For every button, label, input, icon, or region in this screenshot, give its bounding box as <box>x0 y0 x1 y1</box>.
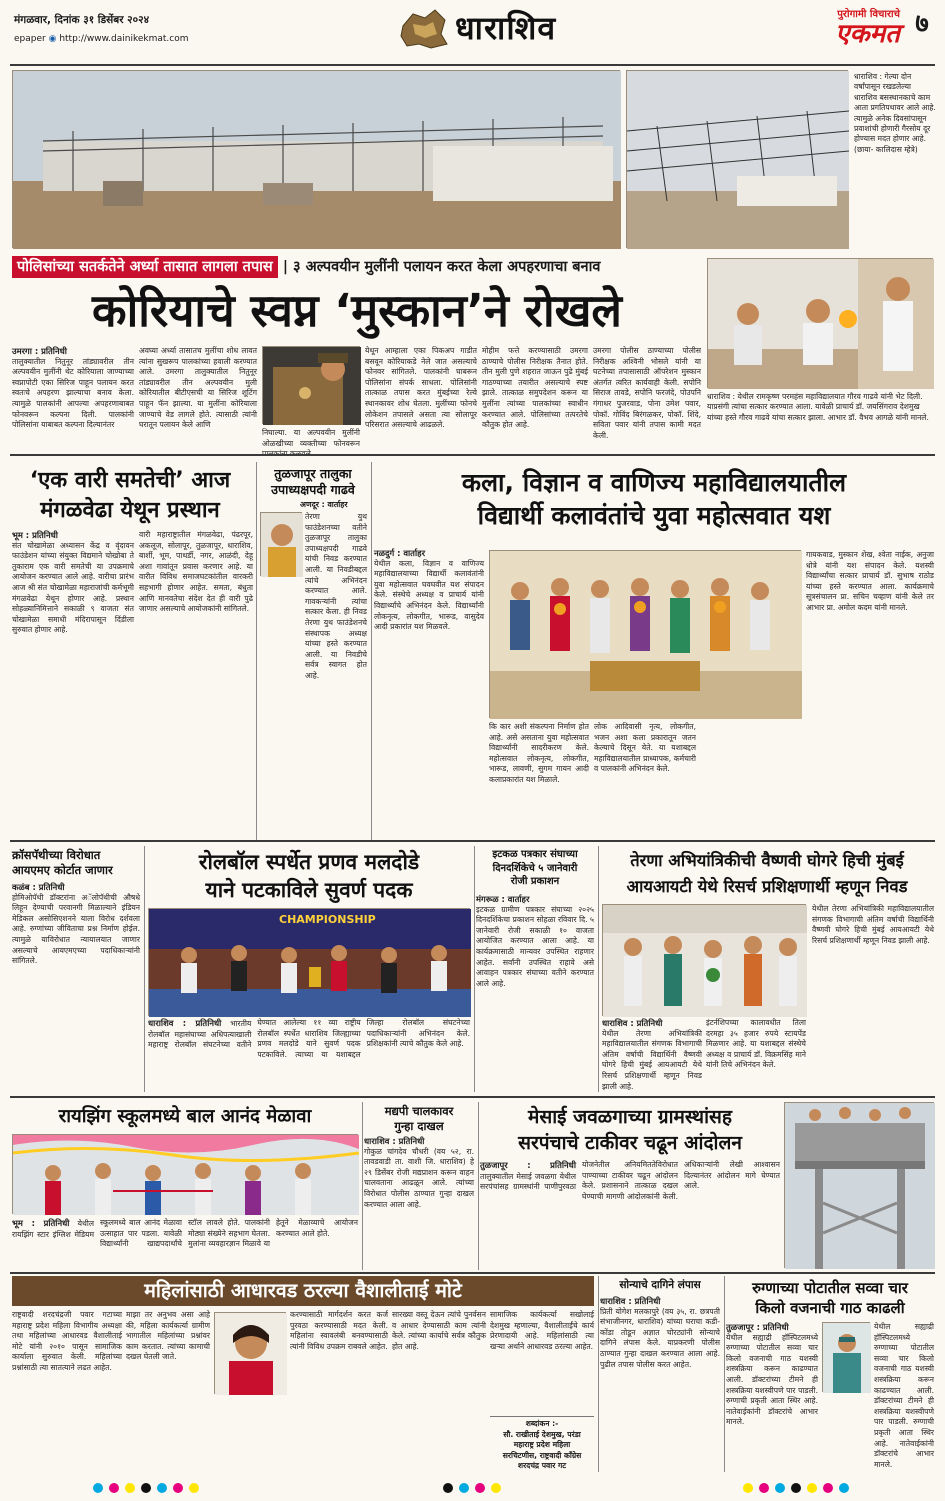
gunha-headline-1: मद्यपी चालकावर <box>384 1104 454 1118</box>
chori-byline: धाराशिव : प्रतिनिधी <box>600 1296 661 1306</box>
gath-col-1 <box>726 1322 818 1470</box>
mela-text-body: येथील रायझिंग स्टार इंग्लिश मेडियम स्कूलमध्ये बाल आनंद मेळावा उत्साहात पार पडला. यावेळी विद्यार्थ्यांनी खाद्यपदार्थांचे स्टॉल लावले होते. पालकांनी मोठ्या संख्येने सहभाग घेतला. मुलांना व्यवहारज्ञान मिळावे या हेतूने मेळाव्याचे आयोजन करण्यात आले होते. <box>12 1218 358 1249</box>
mote-headline-banner <box>12 1276 594 1306</box>
gunha-text <box>364 1136 474 1268</box>
mela-headline: रायझिंग स्कूलमध्ये बाल आनंद मेळावा <box>58 1106 312 1127</box>
vaishnavi-photo <box>602 904 806 1016</box>
mote-wish-label: शब्दांकन :- <box>525 1419 559 1428</box>
rollball-photo <box>148 908 470 1016</box>
gadhave-portrait <box>260 512 302 576</box>
andolan-byline: तुळजापूर : प्रतिनिधी <box>480 1160 576 1170</box>
aayush-text <box>12 882 140 1092</box>
vaishnavi-col-2: इंटर्नशिपच्या कालावधीत तिला दरमहा ३५ हजार रुपये स्टायपेंड मिळणार आहे. या यशाबद्दल संस्थेचे अध्यक्ष व प्राचार्य डॉ. विक्रमसिंह माने यांनी तिचे अभिनंदन केले. <box>706 1018 806 1070</box>
kicker-divider: | <box>282 259 288 275</box>
lead-col-2: अवघ्या अर्ध्या तासातच मुलींचा शोध लावत त्यांना सुखरूप पालकांच्या हवाली करण्यात आले. उमरगा तालुक्यातील नितुनूर तांड्यावरील तीन अल्पवयीन मुली कोरियातील बीटीएसची या सिरिज शूटिंग पाहून फॅन झाल्या. या मुलींना कोरियाला जाण्याचे वेड लागले होते. त्यासाठी त्यांनी घरातून पलायन केले आणि <box>139 346 257 430</box>
lead-byline: उमरगा : प्रतिनिधी <box>12 346 67 356</box>
kala-col-2: कि कार अशी संकल्पना निर्माण होत आहे. असे असताना युवा महोत्सवात विद्यार्थ्यांनी सादरीकरण केले. महोत्सवात लोकनृत्य, लोकगीत, भारूड, लावणी, सुगम गायन आदी कलाप्रकारांत यश मिळाले. <box>489 722 589 784</box>
water-tank-photo <box>784 1102 934 1268</box>
bus-stand-roof-photo <box>626 70 848 248</box>
wari-headline <box>12 466 248 526</box>
aayush-headline-1: क्रॉसपॅथीच्या विरोधात <box>12 848 101 862</box>
divider-v4 <box>474 846 475 1092</box>
epaper-url[interactable]: http://www.dainikekmat.com <box>59 34 189 44</box>
gunha-headline <box>364 1104 474 1134</box>
divider-v5 <box>598 846 599 1092</box>
wari-headline-1: ‘एक वारी समतेची’ आज <box>29 468 231 493</box>
mote-col-1: राष्ट्रवादी शरदचंद्रजी पवार गटाच्या महाराष्ट्र प्रदेश महिला विभागीय अध्यक्षा तथा महिलांच्या आधारवड वैशालीताई मोटे यांनी २०१० पासून सामाजिक कार्याला सुरुवात केली. महिलांच्या प्रश्नांसाठी त्या सातत्याने लढत आहेत. <box>12 1310 122 1372</box>
mote-wish-1: सौ. राखीताई देशमुख, परंडा <box>503 1429 581 1439</box>
kala-group-photo <box>489 550 801 718</box>
header-rule <box>10 64 935 66</box>
kala-col-4b: गायकवाड, मुस्कान शेख, श्वेता नाईक, अनुजा धोत्रे यांनी यश संपादन केले. यशस्वी विद्यार्थ्यांचा सत्कार प्राचार्य डॉ. सुभाष राठोड यांच्या हस्ते करण्यात आला. कार्यक्रमाचे सूत्रसंचालन प्रा. सचिन चव्हाण यांनी केले तर आभार प्रा. अमोल कदम यांनी मानले. <box>806 550 934 612</box>
lead-col-3: येथून आम्हाला एका पिकअप गाडीत बसवून कोरियाकडे नेले जात असल्याचे फोनवर सांगितले. पालकांनी घाबरून पोलिसांना संपर्क साधला. पोलिसांनी तात्काळ तपास करत मुंबईच्या रेल्वे स्थानकावर शोध घेतला. मुलींच्या फोनचे लोकेशन तपासले असता त्या सोलापूर परिसरात असल्याचे आढळले. <box>365 346 477 430</box>
gadhave-headline-2: उपाध्यक्षपदी गाढवे <box>271 482 355 497</box>
gadhave-byline: अणदूर : वार्ताहर <box>300 500 348 509</box>
brand-logo <box>760 6 900 56</box>
patrakar-byline: मंगरूळ : वार्ताहर <box>476 894 530 904</box>
rollball-headline-2: याने पटकाविले सुवर्ण पदक <box>205 878 413 902</box>
mela-text <box>12 1218 358 1268</box>
wari-col-1-text: संत चोखामेळा अध्यासन केंद्र व वृंदावन फाउंडेशन यांच्या संयुक्त विद्यमाने चोखोबा ते तुकाराम एक वारी समतेची या उपक्रमाचे आयोजन करण्यात आले आहे. वारीचा प्रारंभ आज श्री संत चोखामेळा महाराजांची कर्मभूमी मंगळवेढा येथून होणार आहे. प्रस्थान सोहळ्यानिमित्ताने सकाळी ९ वाजता संत चोखामेळा समाधी मंदिरापासून दिंडीला सुरुवात होणार आहे. <box>12 540 134 635</box>
lead-col-5: उमरगा पोलीस ठाण्याच्या पोलीस निरीक्षक अश्विनी भोसले यांनी या घटनेच्या तपासासाठी ऑपरेशन मुस्कान अंतर्गत त्वरित कार्यवाही केली. सपोनि सिराज तावडे, सपोनि फरजंदे, पोउपनि गंगाधर पुजरवाड, पोना उमेश पवार, पोकॉ. गोविंद बिरंगळकर, पोकॉ. शिंदे, सविता पवार यांनी तपास कामी मदत केली. <box>593 346 701 440</box>
gath-col-2: येथील सह्याद्री हॉस्पिटलमध्ये रुग्णाच्या पोटातील सव्वा चार किलो वजनाची गाठ यशस्वी शस्त्रक्रिया करून काढण्यात आली. डॉक्टरांच्या टीमने ही शस्त्रक्रिया यशस्वीपणे पार पाडली. रुग्णाची प्रकृती आता स्थिर आहे. नातेवाईकांनी डॉक्टरांचे आभार मानले. <box>874 1322 934 1469</box>
mote-col-3: करण्यासाठी मार्गदर्शन करत कर्ज पुरवठा करण्यासाठी मदत केली. महिलांना स्वावलंबी बनवण्यासाठी त्यांनी विविध उपक्रम राबवले आहेत. <box>290 1310 388 1351</box>
rollball-banner-text: CHAMPIONSHIP <box>279 913 376 926</box>
felicitation-caption: धाराशिव : येथील रामकृष्ण परमहंस महाविद्यालयात गौरव गाढवे यांनी भेट दिली. याप्रसंगी त्यांचा सत्कार करण्यात आला. यावेळी प्राचार्य डॉ. जयसिंगराव देशमुख यांच्या हस्ते गौरव गाढवे यांचा सत्कार झाला. आभार डॉ. वैभव आगळे यांनी मानले. <box>707 392 929 422</box>
gath-headline-2: किलो वजनाची गाठ काढली <box>755 1299 905 1317</box>
aayush-headline <box>12 848 140 878</box>
patrakar-text <box>476 894 594 1092</box>
print-registration-right <box>740 1478 852 1497</box>
lead-headline: कोरियाचे स्वप्न ‘मुस्कान’ने रोखले <box>92 284 622 337</box>
surgery-photo <box>822 1322 870 1392</box>
mela-photo <box>12 1134 358 1214</box>
print-registration-left <box>90 1478 202 1497</box>
epaper-label: epaper <box>14 34 46 44</box>
epaper-line <box>14 34 188 44</box>
mote-wish-2: महाराष्ट्र प्रदेश महिला <box>513 1440 571 1450</box>
lead-kicker <box>12 256 702 280</box>
gunha-text-body: गोकुळ चांगदेव चौधरी (वय ५२, रा. तावडवाडी ता. वाशी जि. धाराशिव) हे २९ डिसेंबर रोजी मद्यप्राशन करून वाहन चालवताना आढळून आले. त्यांच्या विरोधात पोलीस ठाण्यात गुन्हा दाखल करण्यात आला आहे. <box>364 1146 474 1209</box>
chori-headline: सोन्याचे दागिने लंपास <box>619 1279 701 1291</box>
mote-wish-4: शरदचंद्र पवार गट <box>517 1461 567 1471</box>
kala-col-1-text: येथील कला, विज्ञान व वाणिज्य महाविद्यालयाच्या विद्यार्थी कलावंतांनी युवा महोत्सवात घवघवीत यश संपादन केले. संस्थेचे अध्यक्ष व प्राचार्य यांनी विद्यार्थ्यांचे अभिनंदन केले. विद्यार्थ्यांनी लोकनृत्य, लोकगीत, भारूड, वासुदेव आदी प्रकारांत यश मिळवले. <box>374 558 484 632</box>
gadhave-headline <box>258 466 368 498</box>
patrakar-text-body: इटकळ ग्रामीण पत्रकार संघाच्या २०२५ दिनदर्शिकेचा प्रकाशन सोहळा रविवार दि. ५ जानेवारी रोजी सकाळी १० वाजता आयोजित करण्यात आला आहे. या कार्यक्रमासाठी मान्यवर उपस्थित राहणार आहेत. सर्वांनी उपस्थित राहावे असे आवाहन पत्रकार संघाच्या वतीने करण्यात आले आहे. <box>476 904 594 988</box>
wari-byline: भूम : प्रतिनिधी <box>12 530 58 540</box>
divider-v2 <box>371 462 372 842</box>
mote-wish-3: सरचिटणीस, राष्ट्रवादी काँग्रेस <box>502 1450 582 1460</box>
police-photo <box>262 346 360 424</box>
mote-portrait <box>214 1312 286 1394</box>
andolan-headline <box>480 1104 780 1156</box>
lead-col-4: मोहीम फत्ते करण्यासाठी उमरगा ठाण्याचे पोलीस निरीक्षक तैनात होते. तीन मुली पुणे शहरात जाऊन पुढे मुंबई गाठण्याच्या तयारीत असल्याचे स्पष्ट झाले. तात्काळ समुपदेशन करून या मुलींना त्यांच्या पालकांच्या स्वाधीन करण्यात आले. पोलिसांच्या तत्परतेचे कौतुक होत आहे. <box>482 346 588 430</box>
globe-icon: ◉ <box>48 34 57 44</box>
district-map-icon <box>395 4 455 54</box>
gadhave-text: तेरणा युथ फाउंडेशनच्या वतीने तुळजापूर तालुका उपाध्यक्षपदी गाढवे यांची निवड करण्यात आली. या निवडीबद्दल त्यांचे अभिनंदन करण्यात आले. गावकऱ्यांनी त्यांचा सत्कार केला. ही निवड तेरणा युथ फाउंडेशनचे संस्थापक अध्यक्ष यांच्या हस्ते करण्यात आली. या निवडीचे सर्वत्र स्वागत होत आहे. <box>305 512 367 680</box>
mote-col-5: सामाजिक कार्यकर्त्या सखोलाई देशमुख म्हणाल्या, वैशालीताईंचे कार्य प्रेरणादायी आहे. महिलांसाठी त्या खऱ्या अर्थाने आधारवड ठरल्या आहेत. <box>490 1310 594 1351</box>
mote-col-2: माझा तर अनुभव असा आहे की, महिला कार्यकर्त्या ग्रामीण भागातील महिलांच्या प्रश्नांवर काम करतात. त्यांच्या कामाची दखल घेतली जाते. <box>126 1310 210 1362</box>
print-registration-center <box>440 1478 504 1497</box>
gath-byline: तुळजापूर : प्रतिनिधी <box>726 1322 789 1332</box>
divider-v1 <box>256 462 257 842</box>
kala-headline <box>374 466 934 532</box>
aayush-headline-2: आयएमए कोर्टात जाणार <box>12 863 113 877</box>
wari-headline-2: मंगळवेढा येथून प्रस्थान <box>40 498 220 523</box>
vaishnavi-byline: धाराशिव : प्रतिनिधी <box>602 1018 663 1028</box>
patrakar-headline-2: दिनदर्शिकेचे ५ जानेवारी <box>492 862 578 874</box>
divider-v8 <box>598 1276 599 1472</box>
lead-photo-caption: निघाल्या. या अल्पवयीन मुलींनी ओळखीच्या व्यक्तीच्या फोनवरून <box>262 428 360 448</box>
andolan-text <box>480 1160 780 1268</box>
rollball-headline <box>146 848 472 904</box>
chori-text <box>600 1296 720 1470</box>
mote-col-4: सारख्या वस्तू देऊन त्यांचे पुनर्वसन व आधार देण्यासाठी काम त्यांनी केले. त्यांच्या कार्याचे सर्वत्र कौतुक होत आहे. <box>392 1310 486 1351</box>
lead-col-1 <box>12 346 134 450</box>
mid-rule-3 <box>10 1272 935 1274</box>
issue-date: मंगळवार, दिनांक ३१ डिसेंबर २०२४ <box>14 14 150 26</box>
page-number: ७ <box>915 9 929 39</box>
kicker-black: ३ अल्पवयीन मुलींनी पलायन करत केला अपहरणाचा बनाव <box>293 259 601 275</box>
vaishnavi-headline-1: तेरणा अभियांत्रिकीची वैष्णवी घोगरे हिची मुंबई <box>630 851 904 870</box>
felicitation-photo <box>707 258 933 388</box>
rollball-text-body: भारतीय रोलबॉल महासंघाच्या अधिपत्याखाली महाराष्ट्र रोलबॉल संघटनेच्या वतीने घेण्यात आलेल्या ११ व्या राष्ट्रीय रोलबॉल स्पर्धेत धाराशिव जिल्ह्याच्या प्रणव मलदोडे याने सुवर्ण पदक पटकाविले. त्याच्या या यशाबद्दल जिल्हा रोलबॉल संघटनेच्या पदाधिकाऱ्यांनी अभिनंदन केले. प्रशिक्षकांनी त्याचे कौतुक केले आहे. <box>148 1018 470 1059</box>
mela-byline: भूम : प्रतिनिधी <box>12 1218 70 1228</box>
gunha-byline: धाराशिव : प्रतिनिधी <box>364 1136 425 1146</box>
patrakar-headline-3: रोजी प्रकाशन <box>510 876 560 887</box>
patrakar-headline-1: इटकळ पत्रकार संघाच्या <box>492 849 578 860</box>
gath-headline-1: रुग्णाच्या पोटातील सव्वा चार <box>752 1279 908 1297</box>
vaishnavi-text: येथील तेरणा अभियांत्रिकी महाविद्यालयातील संगणक विभागाची अंतिम वर्षाची विद्यार्थिनी वैष्णवी घोगरे हिची मुंबई आयआयटी येथे रिसर्च प्रशिक्षणार्थी म्हणून निवड झाली आहे. <box>602 1028 702 1091</box>
kicker-red: पोलिसांच्या सतर्कतेने अर्ध्या तासात लागला तपास <box>12 256 278 278</box>
divider-v7 <box>478 1102 479 1270</box>
wari-col-2: वारी महाराष्ट्रातील मंगळवेढा, पंढरपूर, अकलूज, सोलापूर, तुळजापूर, धाराशिव, बार्शी, भूम, पाथर्डी, नगर, आळंदी, देहू अशा गावांतून प्रवास करणार आहे. या वारीत विविध समाजघटकांतील वारकरी सहभागी होणार आहेत. समता, बंधुता आणि मानवतेचा संदेश देत ही वारी पुढे जाणार असल्याचे आयोजकांनी सांगितले. <box>139 530 253 614</box>
mote-headline: महिलांसाठी आधारवड ठरल्या वैशालीताई मोटे <box>144 1279 462 1302</box>
rollball-headline-1: रोलबॉल स्पर्धेत प्रणव मलदोडे <box>198 850 420 874</box>
kala-col-1 <box>374 548 484 835</box>
section-title: धाराशिव <box>455 9 557 47</box>
divider-v6 <box>362 1102 363 1270</box>
rollball-text <box>148 1018 470 1092</box>
vaishnavi-headline <box>600 848 934 900</box>
vaishnavi-col-3: येथील तेरणा अभियांत्रिकी महाविद्यालयातील संगणक विभागाची अंतिम वर्षाची विद्यार्थिनी वैष्णवी घोगरे हिची मुंबई आयआयटी येथे रिसर्च प्रशिक्षणार्थी म्हणून निवड झाली आहे. <box>812 904 934 945</box>
masthead <box>0 0 945 66</box>
gadhave-headline-1: तुळजापूर तालुका <box>274 466 352 481</box>
gath-text: येथील सह्याद्री हॉस्पिटलमध्ये रुग्णाच्या पोटातील सव्वा चार किलो वजनाची गाठ यशस्वी शस्त्रक्रिया करून काढण्यात आली. डॉक्टरांच्या टीमने ही शस्त्रक्रिया यशस्वीपणे पार पाडली. रुग्णाची प्रकृती आता स्थिर आहे. नातेवाईकांनी डॉक्टरांचे आभार मानले. <box>726 1332 818 1427</box>
mid-rule-1 <box>10 840 935 842</box>
vaishnavi-headline-2: आयआयटी येथे रिसर्च प्रशिक्षणार्थी म्हणून निवड <box>626 877 908 896</box>
wari-col-1 <box>12 530 134 835</box>
divider-v9 <box>724 1276 725 1472</box>
brand-tagline: पुरोगामी विचाराचे <box>837 9 900 20</box>
kala-headline-1: कला, विज्ञान व वाणिज्य महाविद्यालयातील <box>461 468 847 497</box>
andolan-text-body: तालुक्यातील मेसाई जवळगा येथील सरपंचांसह ग्रामस्थांनी पाणीपुरवठा योजनेतील अनियमिततेविरोधात पाण्याच्या टाकीवर चढून आंदोलन केले. प्रशासनाने तात्काळ दखल घेण्याची मागणी आंदोलकांनी केली. अधिकाऱ्यांनी लेखी आश्वासन दिल्यानंतर आंदोलन मागे घेण्यात आले. <box>480 1160 780 1201</box>
bus-stand-photo <box>12 70 620 248</box>
mote-wish-box <box>490 1416 594 1470</box>
divider-v3 <box>144 846 145 1092</box>
kala-col-3: लोक आदिवासी नृत्य, लोकगीत, भजन अशा कला प्रकारातून जतन केल्याचे दिसून येते. या यशाबद्दल महाविद्यालयातील प्राध्यापक, कर्मचारी व पालकांनी अभिनंदन केले. <box>594 722 696 774</box>
kala-byline: नळदुर्ग : वार्ताहर <box>374 548 425 558</box>
aayush-byline: कळंब : प्रतिनिधी <box>12 882 65 892</box>
andolan-headline-1: मेसाई जवळगाच्या ग्रामस्थांसह <box>528 1106 732 1128</box>
rollball-byline: धाराशिव : प्रतिनिधी <box>148 1018 222 1028</box>
patrakar-headline <box>476 848 594 889</box>
gunha-headline-2: गुन्हा दाखल <box>394 1119 444 1133</box>
chori-text-body: प्रिती योगेश मलकापुरे (वय ३५, रा. छत्रपती संभाजीनगर, धाराशिव) यांच्या घराचा कडी-कोंडा तोडून अज्ञात चोरट्यांनी सोन्याचे दागिने लंपास केले. याप्रकरणी पोलीस ठाण्यात गुन्हा दाखल करण्यात आला आहे. पुढील तपास पोलीस करत आहेत. <box>600 1306 720 1369</box>
lead-col-1-text: तालुक्यातील नितुनूर तांड्यावरील तीन अल्पवयीन मुलींनी थेट कोरियाला जाण्याच्या स्वप्नापोटी एका सिरिज पाहून पलायन करत स्वतःचे अपहरण झाल्याचा बनाव केला. त्यामुळे पालकांनी आपल्या अपहरणाबाबत फोनवरून कल्पना दिली. पालकांनी पोलिसांना याबाबत कल्पना दिल्यानंतर <box>12 356 134 430</box>
andolan-headline-2: सरपंचाचे टाकीवर चढून आंदोलन <box>518 1132 742 1154</box>
kala-headline-2: विद्यार्थी कलावंतांचे युवा महोत्सवात यश <box>477 501 831 530</box>
vaishnavi-col-1 <box>602 1018 702 1092</box>
top-photo-caption: धाराशिव : गेल्या दोन वर्षांपासून रखडलेल्या धाराशिव बसस्थानकाचे काम आता प्रगतिपथावर आले आहे. त्यामुळे अनेक दिवसांपासून प्रवाशांची होणारी गैरसोय दूर होण्यास मदत होणार आहे. (छाया- कालिदास म्हेत्रे) <box>854 72 936 154</box>
brand-name: एकमत <box>835 19 900 49</box>
aayush-text-body: होमिओपॅथी डॉक्टरांना अॅलोपॅथीची औषधे लिहून देण्याची परवानगी मिळाल्याने इंडियन मेडिकल असोसिएशनने याला विरोध दर्शवला आहे. रुग्णांच्या जीविताचा प्रश्न निर्माण होईल. त्यामुळे याविरोधात न्यायालयात जाणार असल्याचे आयएमएच्या पदाधिकाऱ्यांनी सांगितले. <box>12 892 140 966</box>
lead-bottom-rule <box>10 454 935 456</box>
gath-headline <box>726 1278 934 1318</box>
mid-rule-2 <box>10 1096 935 1098</box>
